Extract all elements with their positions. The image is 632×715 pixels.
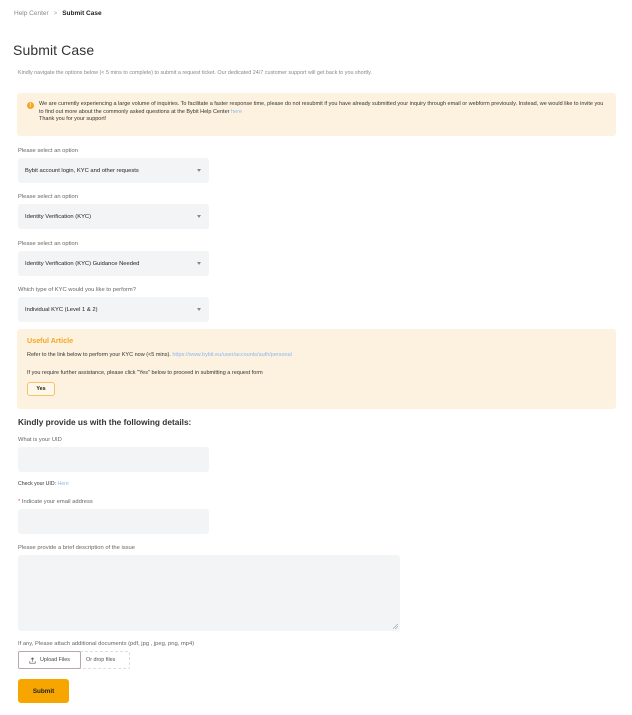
- email-input[interactable]: [18, 509, 209, 534]
- select-issue[interactable]: [18, 251, 209, 276]
- notice-text: We are currently experiencing a large volume of inquiries. To facilitate a faster response time, please do not resubmit if you have already submitted your inquiry through email or webform previously. Instead, we would like to invite you to find out more about the commonly asked questions at the Bybit Help Center: [39, 101, 604, 115]
- page-subtitle: Kindly navigate the options below (< 5 mins to complete) to submit a request ticket. Our dedicated 24/7 customer support will get back to you shortly.: [18, 70, 372, 76]
- notice-banner: [17, 93, 616, 136]
- breadcrumb-separator-icon: >: [53, 10, 58, 17]
- select-kyc-type[interactable]: [18, 297, 209, 322]
- description-label: Please provide a brief description of the issue: [18, 545, 135, 551]
- select-subcategory[interactable]: [18, 204, 209, 229]
- select-kyc-type-value: Individual KYC (Level 1 & 2): [25, 306, 98, 313]
- select-subcategory-label: Please select an option: [18, 194, 78, 200]
- upload-icon: [29, 657, 36, 664]
- notice-thanks: Thank you for your support!: [39, 116, 107, 123]
- attach-label: If any, Please attach additional documents (pdf, jpg , jpeg, png, mp4): [18, 641, 195, 647]
- upload-files-button[interactable]: [18, 651, 81, 669]
- drop-files-text: Or drop files: [86, 657, 116, 663]
- kyc-link[interactable]: https://www.bybit.eu/user/accounts/auth/personal: [172, 352, 292, 358]
- check-uid-link[interactable]: Here: [57, 481, 69, 487]
- useful-article-heading: Useful Article: [27, 336, 74, 345]
- breadcrumb-submit-case: Submit Case: [62, 10, 102, 17]
- select-issue-value: Identity Verification (KYC) Guidance Needed: [25, 260, 140, 267]
- select-issue-label: Please select an option: [18, 241, 78, 247]
- uid-label: What is your UID: [18, 437, 62, 443]
- caret-down-icon: [197, 308, 201, 311]
- breadcrumb-help-center[interactable]: Help Center: [14, 10, 49, 17]
- help-center-link[interactable]: here: [231, 108, 243, 115]
- select-category-label: Please select an option: [18, 148, 78, 154]
- submit-button[interactable]: Submit: [18, 679, 69, 703]
- caret-down-icon: [197, 215, 201, 218]
- uid-helper: [18, 481, 69, 487]
- select-category[interactable]: [18, 158, 209, 183]
- upload-files-label: Upload Files: [40, 657, 70, 663]
- uid-input[interactable]: [18, 447, 209, 472]
- info-icon: !: [27, 102, 34, 109]
- yes-button[interactable]: Yes: [27, 382, 55, 396]
- caret-down-icon: [197, 262, 201, 265]
- useful-article-text: [27, 352, 606, 358]
- useful-article-intro: Refer to the link below to perform your KYC now (<5 mins).: [27, 352, 173, 358]
- details-section-title: Kindly provide us with the following details:: [18, 417, 192, 427]
- email-label-text: Indicate your email address: [20, 499, 93, 505]
- description-textarea[interactable]: [18, 555, 400, 631]
- email-label: [18, 499, 93, 505]
- useful-article-panel: [17, 329, 616, 409]
- select-subcategory-value: Identity Verification (KYC): [25, 213, 92, 220]
- further-assistance-text: If you require further assistance, please click "Yes" below to proceed in submitting a request form: [27, 370, 263, 376]
- uid-helper-text: Check your UID:: [18, 481, 58, 487]
- breadcrumb: [14, 10, 102, 17]
- select-kyc-type-label: Which type of KYC would you like to perform?: [18, 287, 136, 293]
- caret-down-icon: [197, 169, 201, 172]
- select-category-value: Bybit account login, KYC and other requests: [25, 167, 139, 174]
- notice-text-block: [39, 101, 606, 136]
- file-drop-zone[interactable]: [18, 651, 130, 669]
- resize-handle-icon[interactable]: [393, 624, 398, 629]
- required-mark: *: [18, 499, 21, 505]
- page-title: Submit Case: [13, 42, 95, 58]
